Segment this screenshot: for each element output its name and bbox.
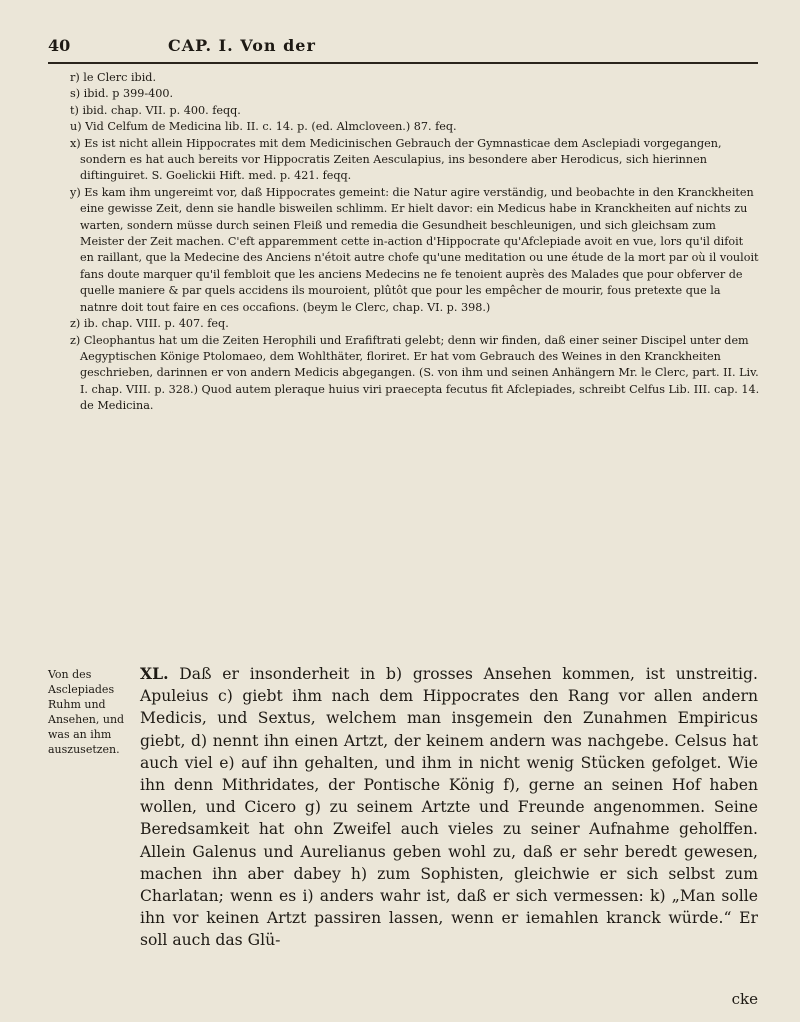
- footnote-marker: t): [70, 103, 79, 117]
- footnote-text: Es ist nicht allein Hippocrates mit dem Medicinischen Gebrauch der Gymnasticae dem Asclepiadi vorgegangen, sondern es hat auch bereits vor Hippocratis Zeiten Aesculapius, ins besondere aber Herodicus, sich hierinnen diftinguiret. S. Goelickii Hift. med. p. 421. feqq.: [80, 136, 722, 183]
- section-body: [140, 663, 758, 952]
- footnote: [70, 70, 760, 86]
- footnote: [70, 185, 760, 316]
- catchword: cke: [731, 990, 758, 1008]
- running-title: CAP. I. Von der: [168, 36, 316, 55]
- running-head: [48, 36, 748, 58]
- section-number: XL.: [140, 664, 169, 683]
- footnote-marker: y): [70, 185, 81, 199]
- page-number: 40: [48, 36, 71, 55]
- footnote-text: ib. chap. VIII. p. 407. feq.: [83, 317, 229, 331]
- footnote: [70, 333, 760, 415]
- footnote-marker: z): [70, 333, 81, 347]
- section-xl: [48, 663, 760, 1003]
- footnote-marker: z): [70, 317, 81, 331]
- footnote: [70, 103, 760, 119]
- footnote-text: Es kam ihm ungereimt vor, daß Hippocrates gemeint: die Natur agire verständig, und beobachte in den Kranckheiten eine gewisse Zeit, denn sie handle bisweilen schlimm. Er hielt davor: ein Medicus habe in Kranckheiten auf nichts zu warten, sondern müsse durch seinen Fleiß und remedia die Gesundheit beschleunigen, und sich gleichsam zum Meister der Zeit machen. C'eft apparemment cette in-action d'Hippocrate qu'Afclepiade avoit en vue, lors qu'il difoit en raillant, que la Medecine des Anciens n'étoit autre chofe qu'une meditation ou une étude de la mort par où il vouloit fans doute marquer qu'il fembloit que les anciens Medecins ne fe tenoient auprès des Malades que pour obferver de quelle maniere & par quels accidens ils mouroient, plûtôt que pour les empêcher de mourir, fous pretexte que la natnre doit tout faire en ces occafions. (beym le Clerc, chap. VI. p. 398.): [80, 185, 759, 314]
- footnote: [70, 316, 760, 332]
- footnote-marker: u): [70, 120, 82, 134]
- footnote-marker: r): [70, 71, 80, 84]
- footnote-marker: s): [70, 87, 81, 101]
- footnote: [70, 86, 760, 102]
- footnote: [70, 119, 760, 135]
- header-rule: [48, 62, 758, 64]
- footnote: [70, 136, 760, 185]
- footnote-marker: x): [70, 136, 81, 150]
- footnote-text: Vid Celfum de Medicina lib. II. c. 14. p. (ed. Almcloveen.) 87. feq.: [85, 120, 457, 134]
- footnote-text: le Clerc ibid.: [83, 71, 156, 84]
- footnotes: [70, 70, 760, 415]
- footnote-text: ibid. chap. VII. p. 400. feqq.: [82, 103, 241, 117]
- margin-note: Von des Asclepiades Ruhm und Ansehen, und was an ihm auszusetzen.: [48, 668, 125, 756]
- section-text: Daß er insonderheit in b) grosses Ansehen kommen, ist unstreitig. Apuleius c) giebt ihm nach dem Hippocrates den Rang vor allen andern Medicis, und Sextus, welchem man insgemein den Zunahmen Empiricus giebt, d) nennt ihn einen Artzt, der keinem andern was nachgebe. Celsus hat auch viel e) auf ihn gehalten, und ihm in nicht wenig Stücken gefolget. Wie ihn denn Mithridates, der Pontische König f), gerne an seinen Hof haben wollen, und Cicero g) zu seinem Artzte und Freunde angenommen. Seine Beredsamkeit hat ohn Zweifel auch vieles zu seiner Aufnahme geholffen. Allein Galenus und Aurelianus geben wohl zu, daß er sehr beredt gewesen, machen ihn aber dabey h) zum Sophisten, gleichwie er sich selbst zum Charlatan; wenn es i) anders wahr ist, daß er sich vermessen: k) „Man solle ihn vor keinen Artzt passiren lassen, wenn er iemahlen kranck würde.“ Er soll auch das Glü-: [140, 665, 758, 950]
- footnote-text: ibid. p 399-400.: [83, 87, 174, 101]
- footnote-text: Cleophantus hat um die Zeiten Herophili und Erafiftrati gelebt; denn wir finden, daß einer seiner Discipel unter dem Aegyptischen Könige Ptolomaeo, dem Wohlthäter, floriret. Er hat vom Gebrauch des Weines in den Kranckheiten geschrieben, darinnen er von andern Medicis abgegangen. (S. von ihm und seinen Anhängern Mr. le Clerc, part. II. Liv. I. chap. VIII. p. 328.) Quod autem pleraque huius viri praecepta fecutus fit Afclepiades, schreibt Celfus Lib. III. cap. 14. de Medicina.: [80, 333, 760, 413]
